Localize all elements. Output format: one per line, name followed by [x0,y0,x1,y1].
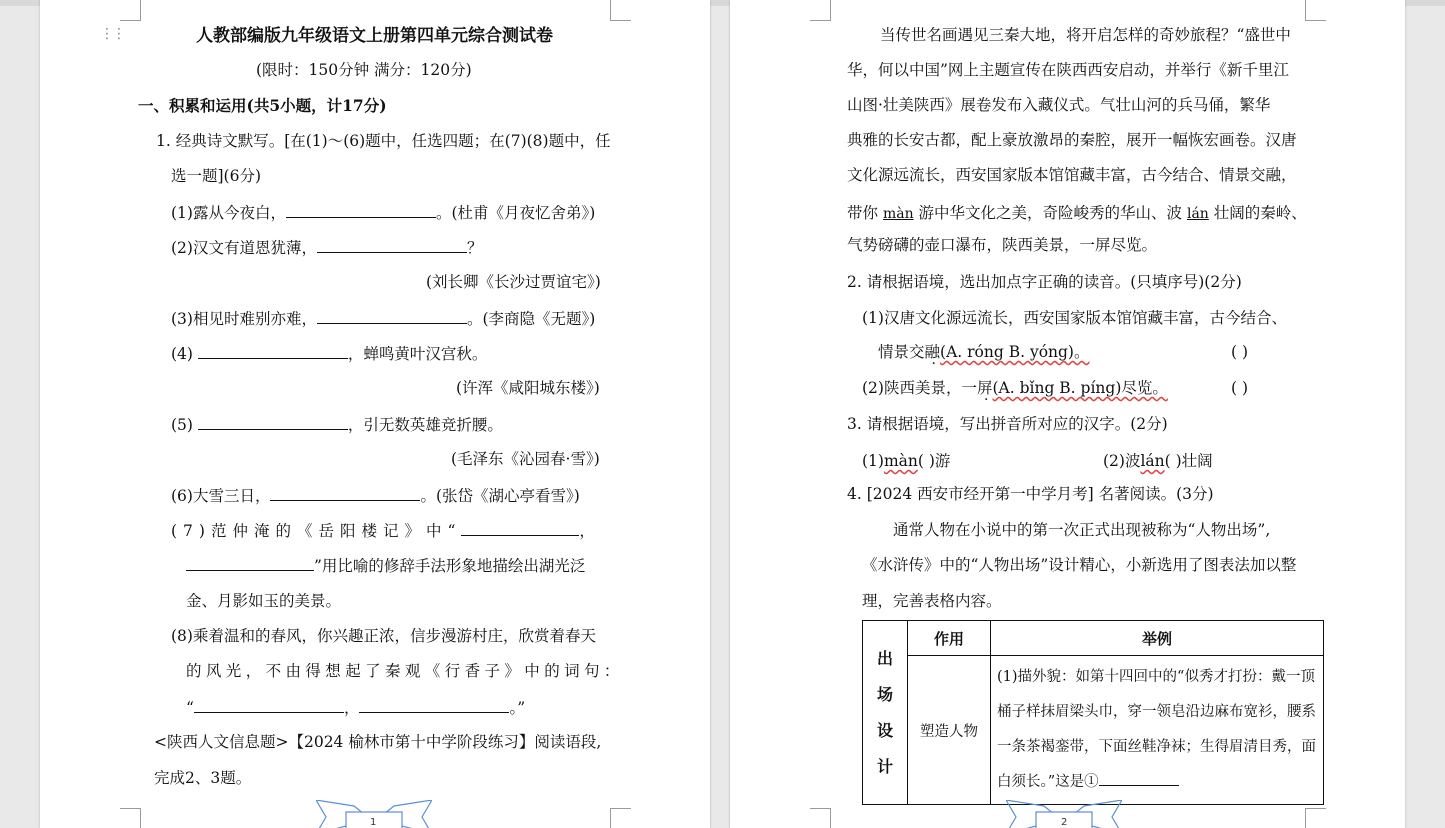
page-title: 人教部编版九年级语文上册第四单元综合测试卷 [196,26,553,46]
character-entrance-table [862,620,1324,805]
margin-mark [1305,0,1326,21]
blank-5[interactable] [198,414,348,430]
poem-item-1: (1)露从今夜白， 。(杜甫《月夜忆舍弟》) [171,204,596,222]
passage-line-6: 带你 màn 游中华文化之美，奇险峻秀的华山、波 lán 壮阔的秦岭、 [847,204,1307,222]
poem-source-4: (许浑《咸阳城东楼》) [456,379,600,397]
page-number: 1 [370,817,377,828]
passage-line-2: 华，何以中国”网上主题宣传在陕西西安启动，并举行《新千里江 [847,61,1289,79]
q4-para-line3: 理，完善表格内容。 [862,592,1002,610]
pinyin-lan: lán [1186,206,1209,222]
blank-7b[interactable] [186,555,314,571]
poem-item-2: (2)汉文有道恩犹薄， ？ [171,239,483,257]
table-col-role: 作用 [908,621,991,656]
passage-line-3: 山图·壮美陕西》展卷发布入藏仪式。气壮山河的兵马俑，繁华 [847,96,1271,114]
passage-line-7: 气势磅礴的壶口瀑布，陕西美景，一屏尽览。 [847,236,1158,254]
passage-line-4: 典雅的长安古都，配上豪放激昂的秦腔，展开一幅恢宏画卷。汉唐 [847,131,1297,149]
passage-line-5: 文化源远流长，西安国家版本馆馆藏丰富，古今结合、情景交融， [847,166,1297,184]
page-number: 2 [1061,817,1068,828]
passage-line-1: 当传世名画遇见三秦大地，将开启怎样的奇妙旅程？“盛世中 [880,26,1291,44]
poem-item-6: (6)大雪三日， 。(张岱《湖心亭看雪》) [171,487,580,505]
blank-8b[interactable] [359,697,509,713]
blank-2[interactable] [317,237,467,253]
q2-item2-answer-box[interactable]: ( ) [1231,379,1249,397]
margin-mark [810,0,831,21]
reading-intro-line2: 完成2、3题。 [154,769,252,787]
table-row-header: 出场设计 [863,621,908,805]
margin-mark [610,808,631,828]
document-page-1 [40,0,710,828]
poem-item-7-line1: (7)范仲淹的《岳阳楼记》中“ ， [171,522,595,540]
blank-4[interactable] [198,343,348,359]
poem-item-8-line1: (8)乘着温和的春风，你兴趣正浓，信步漫游村庄，欣赏着春天 [171,627,596,645]
blank-8a[interactable] [194,697,344,713]
document-page-2 [730,0,1405,828]
q2-prompt: 2. 请根据语境，选出加点字正确的读音。(只填序号)(2分) [847,273,1242,291]
q3-item1[interactable]: (1)màn( )游 [862,452,951,470]
reading-intro-line1: <陕西人文信息题>【2024 榆林市第十中学阶段练习】阅读语段, [154,733,602,751]
poem-item-3: (3)相见时难别亦难， 。(李商隐《无题》) [171,310,596,328]
q2-item2: (2)陕西美景，一屏(A. bǐng B. píng)尽览。 [862,379,1168,397]
q4-para-line2: 《水浒传》中的“人物出场”设计精心，小新选用了图表法加以整 [862,556,1297,574]
table-col-example: 举例 [991,621,1324,656]
section-heading: 一、积累和运用(共5小题，计17分) [138,96,387,115]
q3-prompt: 3. 请根据语境，写出拼音所对应的汉字。(2分) [847,415,1168,433]
table-cell-role: 塑造人物 [908,656,991,805]
margin-mark [120,0,141,21]
blank-1[interactable] [286,202,436,218]
poem-item-8-line3: “ ， 。” [186,699,526,717]
margin-mark [810,808,831,828]
q2-item1-answer-box[interactable]: ( ) [1231,343,1249,361]
q4-para-line1: 通常人物在小说中的第一次正式出现被称为“人物出场”, [893,521,1271,539]
blank-6[interactable] [270,485,420,501]
q1-line2: 选一题](6分) [171,167,262,185]
table-cell-example: (1)描外貌：如第十四回中的“似秀才打扮：戴一顶桶子样抹眉梁头巾，穿一领皂沿边麻布宽衫，腰系一条茶褐銮带，下面丝鞋净袜；生得眉清目秀，面白须长。”这是① [991,656,1324,805]
margin-mark [120,808,141,828]
blank-7a[interactable] [461,520,579,536]
blank-3[interactable] [317,308,467,324]
drag-handle-icon[interactable]: ⋮⋮ [100,26,124,42]
blank-table-1[interactable] [1099,770,1179,786]
q4-prompt: 4. [2024 西安市经开第一中学月考] 名著阅读。(3分) [847,485,1214,503]
poem-source-5: (毛泽东《沁园春·雪》) [451,450,600,468]
margin-mark [1305,808,1326,828]
q3-item2[interactable]: (2)波lán( )壮阔 [1103,452,1213,470]
poem-item-4: (4) ，蝉鸣黄叶汉宫秋。 [171,345,488,363]
poem-item-5: (5) ，引无数英雄竞折腰。 [171,416,503,434]
pinyin-man: màn [882,206,914,222]
poem-item-7-line2: ”用比喻的修辞手法形象地描绘出湖光泛 [186,555,585,576]
q1-line1: 1. 经典诗文默写。[在(1)～(6)题中，任选四题；在(7)(8)题中，任 [156,132,611,150]
q2-item1-line1: (1)汉唐文化源远流长，西安国家版本馆馆藏丰富，古今结合、 [862,309,1287,327]
poem-source-2: (刘长卿《长沙过贾谊宅》) [426,273,601,291]
q2-item1-line2: 情景交融(A. róng B. yóng)。 [878,343,1090,361]
poem-item-7-line3: 金、月影如玉的美景。 [186,592,342,610]
subtitle: (限时：150分钟 满分：120分) [256,61,472,79]
margin-mark [610,0,631,21]
poem-item-8-line2: 的风光，不由得想起了秦观《行香子》中的词句： [186,662,624,680]
